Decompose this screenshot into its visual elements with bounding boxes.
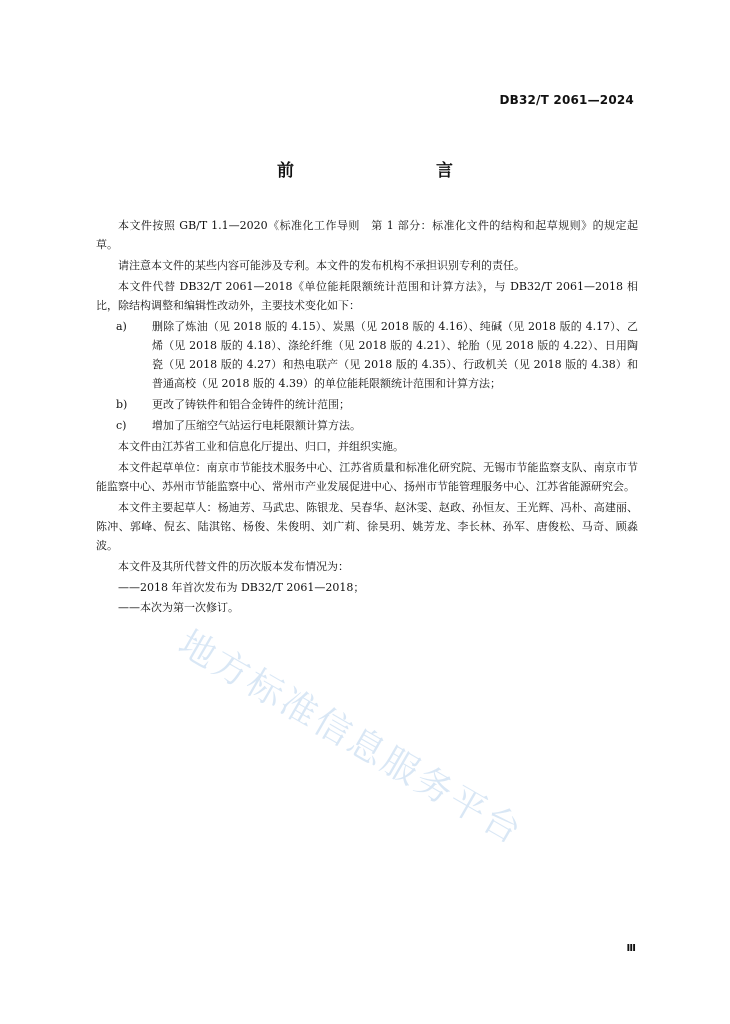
- paragraph-replacement: 本文件代替 DB32/T 2061—2018《单位能耗限额统计范围和计算方法》，与 DB32/T 2061—2018 相比，除结构调整和编辑性改动外，主要技术变化如下：: [96, 280, 638, 312]
- page-title: 前 言: [277, 161, 489, 181]
- history-item: ——本次为第一次修订。: [118, 601, 239, 614]
- list-item: [96, 317, 638, 393]
- list-item: [96, 416, 638, 435]
- list-marker: c): [116, 419, 127, 432]
- list-text: 删除了炼油（见 2018 版的 4.15）、炭黑（见 2018 版的 4.16）、纯碱（见 2018 版的 4.17）、乙烯（见 2018 版的 4.18）、涤纶纤维（见 2018 版的 4.21）、轮胎（见 2018 版的 4.22）、日用陶瓷（见 2018 版的 4.27）和热电联产（见 2018 版的 4.35）、行政机关（见 2018 版的 4.38）和普通高校（见 2018 版的 4.39）的单位能耗限额统计范围和计算方法；: [152, 320, 638, 390]
- paragraph-proposer: 本文件由江苏省工业和信息化厅提出、归口，并组织实施。: [118, 440, 404, 453]
- watermark: 地方标准信息服务平台: [171, 622, 530, 854]
- paragraph-history-intro: 本文件及其所代替文件的历次版本发布情况为：: [118, 560, 349, 573]
- list-text: 增加了压缩空气站运行电耗限额计算方法。: [152, 419, 361, 432]
- paragraph-drafters: 本文件主要起草人：杨迪芳、马武忠、陈银龙、吴春华、赵沐雯、赵政、孙恒友、王光辉、冯朴、高建丽、陈冲、郭峰、倪玄、陆淇铭、杨俊、朱俊明、刘广莉、徐昊玥、姚芳龙、李长林、孙军、唐俊松、马奇、顾淼波。: [96, 501, 638, 552]
- list-text: 更改了铸铁件和铝合金铸件的统计范围；: [152, 398, 350, 411]
- history-item: ——2018 年首次发布为 DB32/T 2061—2018；: [118, 581, 365, 594]
- list-item: [96, 395, 638, 414]
- list-marker: a): [116, 320, 127, 333]
- page-number: Ⅲ: [626, 943, 636, 954]
- foreword-body: [96, 216, 638, 618]
- paragraph-drafting-rule: 本文件按照 GB/T 1.1—2020《标准化工作导则 第 1 部分：标准化文件的结构和起草规则》的规定起草。: [96, 219, 638, 251]
- standard-code: DB32/T 2061—2024: [499, 93, 634, 107]
- paragraph-patent-notice: 请注意本文件的某些内容可能涉及专利。本文件的发布机构不承担识别专利的责任。: [118, 259, 525, 272]
- list-marker: b): [116, 398, 128, 411]
- paragraph-drafting-units: 本文件起草单位：南京市节能技术服务中心、江苏省质量和标准化研究院、无锡市节能监察支队、南京市节能监察中心、苏州市节能监察中心、常州市产业发展促进中心、扬州市节能管理服务中心、江苏省能源研究会。: [96, 461, 638, 493]
